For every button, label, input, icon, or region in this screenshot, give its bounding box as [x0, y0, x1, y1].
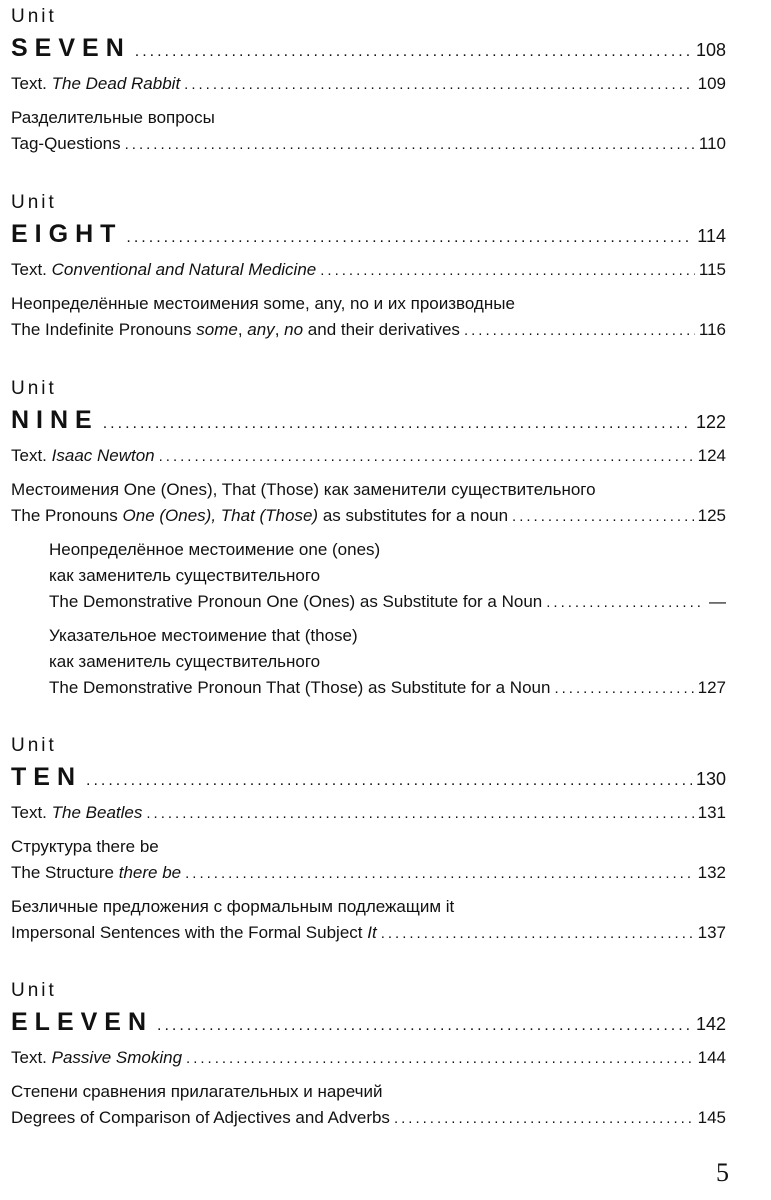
unit-label: Unit: [11, 378, 57, 399]
leader-dots: [146, 801, 693, 827]
unit-ten-section: [11, 735, 726, 947]
page-ref: —: [709, 592, 726, 611]
leader-dots: [159, 444, 694, 470]
unit-heading-row: [11, 1008, 726, 1042]
page-ref: 114: [697, 226, 726, 246]
grammar-title-en: The Structure there be: [11, 863, 182, 882]
leader-dots: [157, 1017, 692, 1035]
text-title: Passive Smoking: [51, 1048, 183, 1067]
unit-title: EIGHT: [11, 220, 123, 248]
page-ref: 109: [697, 74, 726, 93]
page-ref: 144: [697, 1048, 726, 1067]
leader-dots: [135, 43, 692, 61]
leader-dots: [554, 676, 693, 702]
grammar-entry: [11, 105, 726, 158]
grammar-entry: [11, 894, 726, 947]
leader-dots: [394, 1106, 694, 1132]
page-ref: 130: [695, 769, 726, 789]
page-ref: 108: [695, 40, 726, 60]
grammar-title-ru: Разделительные вопросы: [11, 108, 215, 127]
grammar-title-ru: как заменитель существительного: [49, 566, 321, 585]
text-entry: [11, 443, 726, 470]
unit-eleven-section: [11, 980, 726, 1132]
page-ref: 131: [697, 803, 726, 822]
grammar-title-ru: Неопределённые местоимения some, any, no и их производные: [11, 294, 515, 313]
grammar-title-ru: как заменитель существительного: [49, 652, 321, 671]
page-ref: 110: [698, 134, 726, 153]
page-ref: 124: [697, 446, 726, 465]
text-entry: [11, 257, 726, 284]
grammar-title-ru: Неопределённое местоимение one (ones): [49, 540, 381, 559]
leader-dots: [185, 861, 694, 887]
grammar-subentry: [49, 623, 726, 702]
leader-dots: [103, 415, 692, 433]
unit-heading-row: [11, 34, 726, 68]
leader-dots: [86, 772, 692, 790]
text-title: The Beatles: [51, 803, 143, 822]
page-ref: 125: [697, 506, 726, 525]
page-ref: 132: [697, 863, 726, 882]
text-prefix: Text.: [11, 74, 47, 93]
text-entry: [11, 71, 726, 98]
unit-title: TEN: [11, 763, 82, 791]
grammar-title-en: Degrees of Comparison of Adjectives and Adverbs: [11, 1108, 390, 1127]
leader-dots: [512, 504, 694, 530]
grammar-entry: [11, 1079, 726, 1132]
grammar-entry: [11, 291, 726, 344]
grammar-title-en: Impersonal Sentences with the Formal Subject It: [11, 923, 377, 942]
grammar-title-ru: Безличные предложения с формальным подлежащим it: [11, 897, 455, 916]
leader-dots: [464, 318, 695, 344]
unit-label: Unit: [11, 735, 57, 756]
unit-title: ELEVEN: [11, 1008, 154, 1036]
grammar-entry: [11, 477, 726, 530]
grammar-title-en: The Demonstrative Pronoun One (Ones) as Substitute for a Noun: [49, 592, 543, 611]
leader-dots: [125, 132, 695, 158]
grammar-title-en: Tag-Questions: [11, 134, 121, 153]
leader-dots: [186, 1046, 694, 1072]
grammar-title-en: The Pronouns One (Ones), That (Those) as substitutes for a noun: [11, 506, 509, 525]
unit-label: Unit: [11, 980, 57, 1001]
grammar-title-ru: Указательное местоимение that (those): [49, 626, 358, 645]
unit-heading-row: [11, 763, 726, 797]
page-ref: 115: [698, 260, 726, 279]
grammar-title-ru: Структура there be: [11, 837, 159, 856]
grammar-title-ru: Местоимения One (Ones), That (Those) как заменители существительного: [11, 480, 596, 499]
page-ref: 145: [697, 1108, 726, 1127]
text-entry: [11, 1045, 726, 1072]
unit-nine-section: [11, 378, 726, 702]
grammar-entry: [11, 834, 726, 887]
text-title: The Dead Rabbit: [51, 74, 181, 93]
unit-label: Unit: [11, 6, 57, 27]
text-entry: [11, 800, 726, 827]
text-prefix: Text.: [11, 446, 47, 465]
text-title: Isaac Newton: [51, 446, 155, 465]
unit-label: Unit: [11, 192, 57, 213]
leader-dots: [126, 229, 693, 247]
page-ref: 116: [698, 320, 726, 339]
text-prefix: Text.: [11, 1048, 47, 1067]
unit-heading-row: [11, 406, 726, 440]
unit-heading-row: [11, 220, 726, 254]
grammar-title-en: The Indefinite Pronouns some, any, no and their derivatives: [11, 320, 460, 339]
leader-dots: [546, 590, 705, 616]
unit-title: NINE: [11, 406, 99, 434]
grammar-title-en: The Demonstrative Pronoun That (Those) as Substitute for a Noun: [49, 678, 551, 697]
unit-eight-section: [11, 192, 726, 344]
page-ref: 137: [697, 923, 726, 942]
leader-dots: [381, 921, 694, 947]
leader-dots: [320, 258, 695, 284]
page-ref: 122: [695, 412, 726, 432]
page-number: 5: [716, 1158, 729, 1187]
text-prefix: Text.: [11, 260, 47, 279]
unit-seven-section: [11, 6, 726, 158]
grammar-subentry: [49, 537, 726, 616]
page-ref: 127: [697, 678, 726, 697]
unit-title: SEVEN: [11, 34, 131, 62]
grammar-title-ru: Степени сравнения прилагательных и наречий: [11, 1082, 383, 1101]
leader-dots: [184, 72, 693, 98]
page-ref: 142: [695, 1014, 726, 1034]
text-title: Conventional and Natural Medicine: [51, 260, 317, 279]
text-prefix: Text.: [11, 803, 47, 822]
